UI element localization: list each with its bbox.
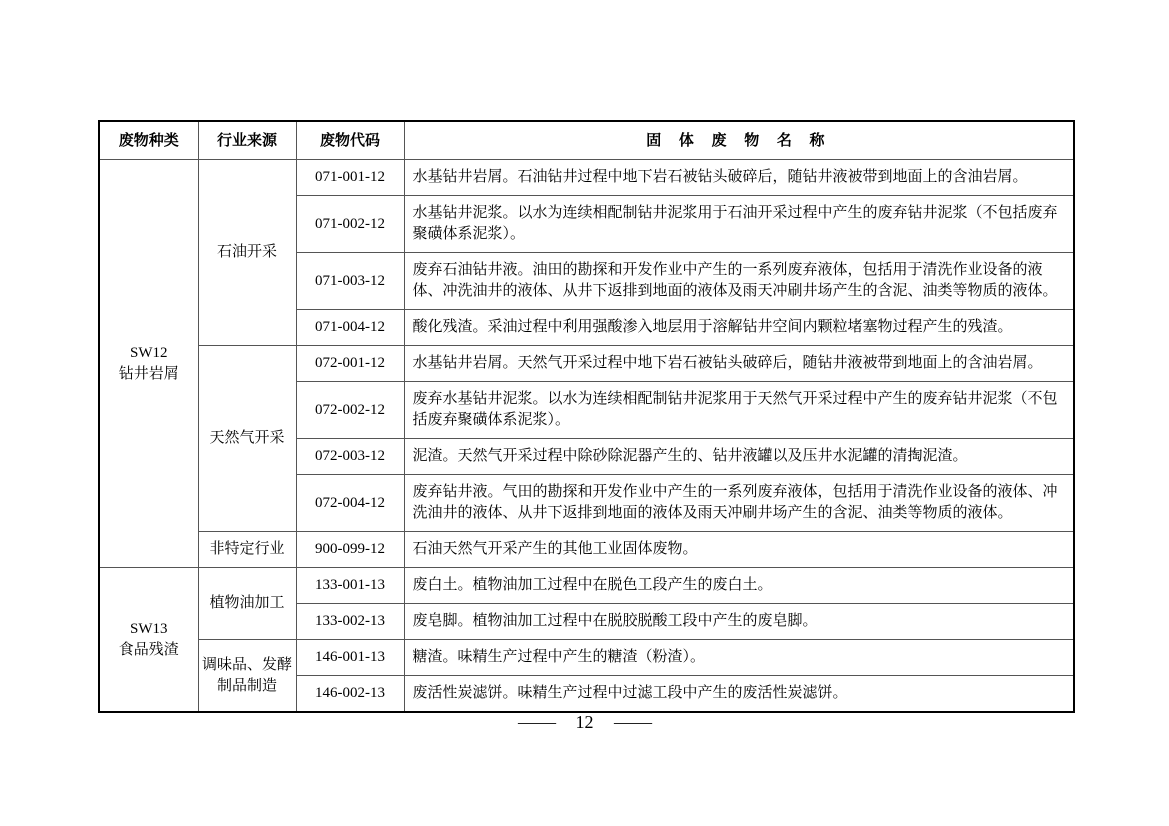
waste-code-cell: 071-001-12	[296, 160, 404, 196]
category-code: SW13	[130, 620, 168, 637]
waste-code-cell: 072-003-12	[296, 439, 404, 475]
waste-code-cell: 900-099-12	[296, 532, 404, 568]
category-code: SW12	[130, 344, 168, 361]
category-label: 钻井岩屑	[118, 365, 179, 382]
table-row	[99, 532, 1074, 568]
waste-name-cell: 废白土。植物油加工过程中在脱色工段产生的废白土。	[404, 568, 1074, 604]
col-header-industry-source: 行业来源	[198, 121, 296, 160]
waste-code-cell: 133-001-13	[296, 568, 404, 604]
waste-name-cell: 石油天然气开采产生的其他工业固体废物。	[404, 532, 1074, 568]
waste-name-cell: 废弃钻井液。气田的勘探和开发作业中产生的一系列废弃液体，包括用于清洗作业设备的液体、冲洗油井的液体、从井下返排到地面的液体及雨天冲刷井场产生的含泥、油类等物质的液体。	[404, 475, 1074, 532]
col-header-waste-code: 废物代码	[296, 121, 404, 160]
page-number: 12	[575, 712, 594, 732]
table-row	[99, 640, 1074, 676]
category-cell-sw12	[99, 160, 198, 568]
col-header-waste-category: 废物种类	[99, 121, 198, 160]
footer-dash-right: —	[613, 712, 652, 732]
waste-code-cell: 071-002-12	[296, 196, 404, 253]
waste-code-cell: 071-003-12	[296, 253, 404, 310]
table-row	[99, 346, 1074, 382]
industry-cell-oil-extraction: 石油开采	[198, 160, 296, 346]
waste-code-cell: 146-002-13	[296, 676, 404, 713]
waste-code-cell: 146-001-13	[296, 640, 404, 676]
waste-code-cell: 072-002-12	[296, 382, 404, 439]
waste-code-cell: 072-004-12	[296, 475, 404, 532]
table-row	[99, 160, 1074, 196]
industry-cell-non-specific: 非特定行业	[198, 532, 296, 568]
waste-name-cell: 水基钻井岩屑。石油钻井过程中地下岩石被钻头破碎后，随钻井液被带到地面上的含油岩屑。	[404, 160, 1074, 196]
waste-name-cell: 泥渣。天然气开采过程中除砂除泥器产生的、钻井液罐以及压井水泥罐的清掏泥渣。	[404, 439, 1074, 475]
table-row	[99, 568, 1074, 604]
industry-cell-condiment-fermentation: 调味品、发酵制品制造	[198, 640, 296, 713]
waste-name-cell: 水基钻井岩屑。天然气开采过程中地下岩石被钻头破碎后，随钻井液被带到地面上的含油岩屑。	[404, 346, 1074, 382]
waste-code-cell: 071-004-12	[296, 310, 404, 346]
page-footer	[0, 712, 1169, 733]
waste-name-cell: 糖渣。味精生产过程中产生的糖渣（粉渣）。	[404, 640, 1074, 676]
waste-name-cell: 废弃水基钻井泥浆。以水为连续相配制钻井泥浆用于天然气开采过程中产生的废弃钻井泥浆（不包括废弃聚磺体系泥浆）。	[404, 382, 1074, 439]
waste-name-cell: 酸化残渣。采油过程中利用强酸渗入地层用于溶解钻井空间内颗粒堵塞物过程产生的残渣。	[404, 310, 1074, 346]
industry-cell-vegetable-oil-processing: 植物油加工	[198, 568, 296, 640]
footer-dash-left: —	[517, 712, 556, 732]
industry-cell-natural-gas-extraction: 天然气开采	[198, 346, 296, 532]
category-label: 食品残渣	[118, 641, 179, 658]
category-cell-sw13	[99, 568, 198, 713]
col-header-waste-name: 固 体 废 物 名 称	[404, 121, 1074, 160]
waste-classification-table	[98, 120, 1075, 713]
waste-name-cell: 废活性炭滤饼。味精生产过程中过滤工段中产生的废活性炭滤饼。	[404, 676, 1074, 713]
waste-code-cell: 133-002-13	[296, 604, 404, 640]
waste-code-cell: 072-001-12	[296, 346, 404, 382]
waste-name-cell: 废皂脚。植物油加工过程中在脱胶脱酸工段中产生的废皂脚。	[404, 604, 1074, 640]
waste-name-cell: 水基钻井泥浆。以水为连续相配制钻井泥浆用于石油开采过程中产生的废弃钻井泥浆（不包括废弃聚磺体系泥浆）。	[404, 196, 1074, 253]
table-header-row	[99, 121, 1074, 160]
waste-name-cell: 废弃石油钻井液。油田的勘探和开发作业中产生的一系列废弃液体，包括用于清洗作业设备的液体、冲洗油井的液体、从井下返排到地面的液体及雨天冲刷井场产生的含泥、油类等物质的液体。	[404, 253, 1074, 310]
